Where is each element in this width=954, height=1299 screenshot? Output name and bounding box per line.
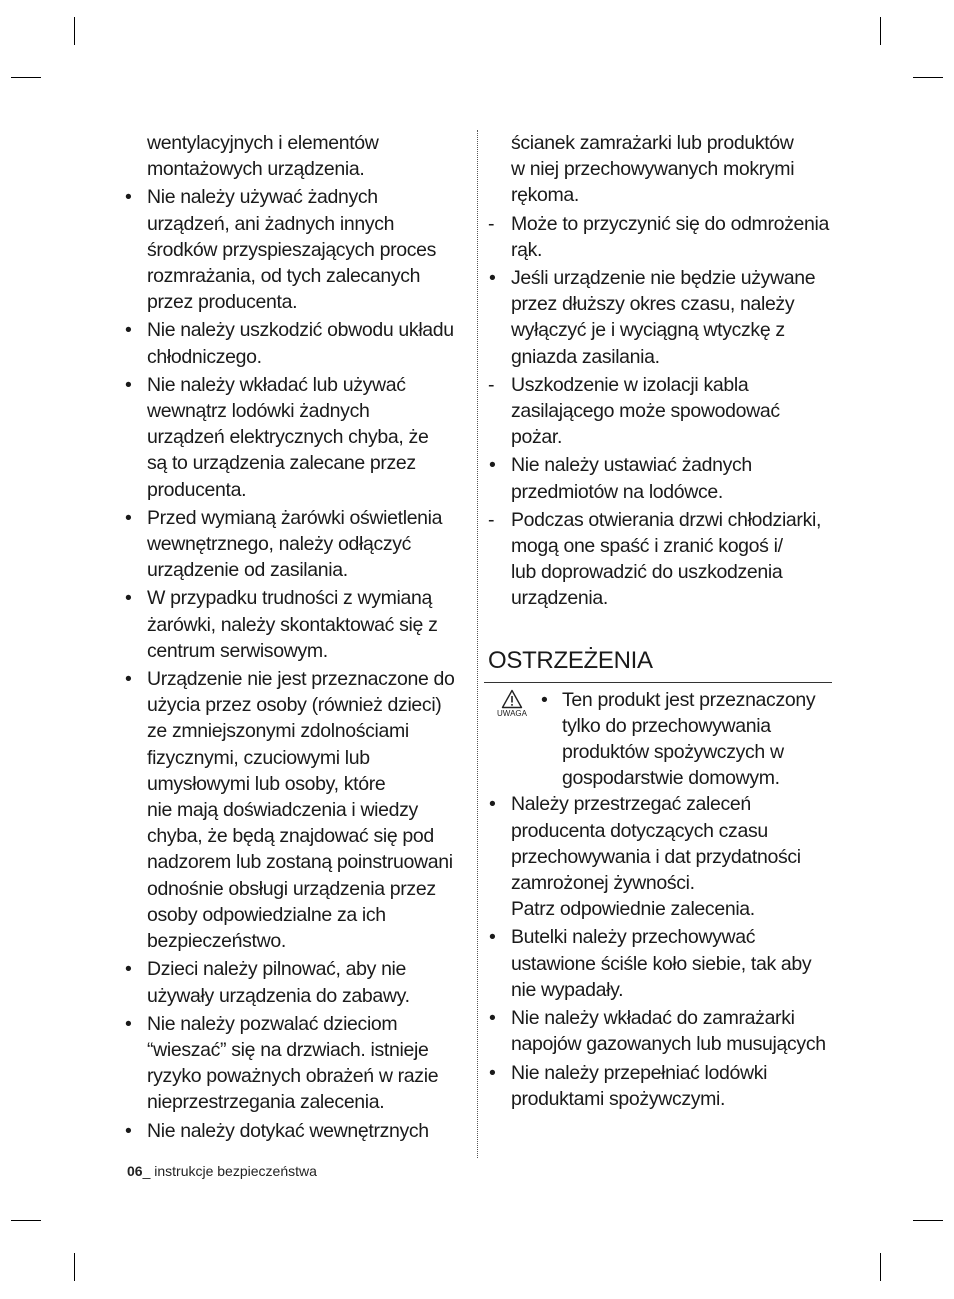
list-item bbox=[120, 372, 465, 503]
list-item-text: Nie należy wkładać lub używać wewnątrz lodówki żadnych urządzeń elektrycznych chyba, że są to urządzenia zalecane przez producenta. bbox=[147, 373, 429, 501]
bullet-marker: • bbox=[541, 688, 548, 711]
list-item bbox=[484, 791, 839, 922]
list-item bbox=[484, 507, 839, 612]
crop-mark bbox=[913, 77, 943, 78]
list-item bbox=[484, 211, 839, 263]
list-item bbox=[484, 1060, 839, 1112]
crop-mark bbox=[11, 77, 41, 78]
dash-marker: - bbox=[488, 373, 495, 396]
list-item bbox=[120, 1011, 465, 1116]
list-item-text: Nie należy ustawiać żadnych przedmiotów na lodówce. bbox=[511, 454, 752, 503]
list-item bbox=[120, 1118, 465, 1144]
list-item-text: Nie należy pozwalać dzieciom “wieszać” się na drzwiach. istnieje ryzyko poważnych obrażeń w razie nieprzestrzegania zalecenia. bbox=[147, 1012, 439, 1114]
dash-marker: - bbox=[488, 212, 495, 235]
list-item-text: Dzieci należy pilnować, aby nie używały urządzenia do zabawy. bbox=[147, 958, 410, 1007]
list-item-text: Nie należy wkładać do zamrażarki napojów gazowanych lub musujących bbox=[511, 1007, 826, 1056]
bullet-marker: • bbox=[489, 267, 496, 290]
page-number: 06 bbox=[127, 1163, 143, 1179]
list-item bbox=[484, 1005, 839, 1057]
list-item-text: Nie należy dotykać wewnętrznych bbox=[147, 1119, 429, 1142]
bullet-marker: • bbox=[125, 506, 132, 529]
dash-marker: - bbox=[488, 508, 495, 531]
crop-mark bbox=[880, 1253, 881, 1281]
list-item-text: Nie należy uszkodzić obwodu układu chłodniczego. bbox=[147, 319, 454, 368]
list-item-text: Jeśli urządzenie nie będzie używane przez dłuższy okres czasu, należy wyłączyć je i wyciągną wtyczkę z gniazda zasilania. bbox=[511, 267, 816, 368]
warning-item bbox=[484, 687, 839, 792]
crop-mark bbox=[880, 17, 881, 45]
bullet-marker: • bbox=[125, 587, 132, 610]
list-item bbox=[484, 372, 839, 451]
list-item bbox=[120, 585, 465, 664]
caution-icon bbox=[492, 689, 532, 723]
column-divider bbox=[477, 130, 478, 1158]
list-item bbox=[120, 505, 465, 584]
left-column bbox=[120, 130, 465, 1146]
list-item bbox=[120, 956, 465, 1008]
list-item-text: Urządzenie nie jest przeznaczone do użycia przez osoby (również dzieci) ze zmniejszonymi zdolnościami fizycznymi, czuciowymi lub umysłowymi lub osoby, które nie mają doświadczenia i wiedzy chyba, że będą znajdować się pod nadzorem lub zostaną poinstruowani odnośnie obsługi urządzenia przez osoby odpowiedzialne za ich bezpieczeństwo. bbox=[147, 668, 455, 953]
list-item bbox=[120, 184, 465, 315]
list-item-text: Może to przyczynić się do odmrożenia rąk. bbox=[511, 212, 829, 261]
list-item-text: Należy przestrzegać zaleceń producenta dotyczących czasu przechowywania i dat przydatności zamrożonej żywności. Patrz odpowiednie zalecenia. bbox=[511, 793, 801, 921]
list-item-text: W przypadku trudności z wymianą żarówki, należy skontaktować się z centrum serwisowym. bbox=[147, 587, 438, 662]
bullet-marker: • bbox=[125, 1012, 132, 1035]
list-item bbox=[120, 666, 465, 954]
crop-mark bbox=[913, 1220, 943, 1221]
list-item bbox=[120, 317, 465, 369]
bullet-marker: • bbox=[489, 926, 496, 949]
bullet-marker: • bbox=[125, 373, 132, 396]
bullet-marker: • bbox=[489, 793, 496, 816]
footer-section-name: _ instrukcje bezpieczeństwa bbox=[142, 1163, 317, 1179]
list-item-text: Uszkodzenie w izolacji kabla zasilającego może spowodować pożar. bbox=[511, 373, 780, 449]
list-item-text: Ten produkt jest przeznaczony tylko do przechowywania produktów spożywczych w gospodarstwie domowym. bbox=[562, 688, 816, 790]
bullet-marker: • bbox=[125, 668, 132, 691]
right-column bbox=[484, 130, 839, 1114]
list-item bbox=[484, 265, 839, 370]
bullet-marker: • bbox=[489, 1007, 496, 1030]
bullet-marker: • bbox=[489, 454, 496, 477]
crop-mark bbox=[11, 1220, 41, 1221]
bullet-marker: • bbox=[125, 958, 132, 981]
bullet-marker: • bbox=[489, 1061, 496, 1084]
bullet-marker: • bbox=[125, 1119, 132, 1142]
paragraph-text: ścianek zamrażarki lub produktów w niej przechowywanych mokrymi rękoma. bbox=[511, 132, 795, 207]
list-item-text: Podczas otwierania drzwi chłodziarki, mogą one spaść i zranić kogoś i/ lub doprowadzić do uszkodzenia urządzenia. bbox=[511, 508, 822, 610]
left-intro bbox=[120, 130, 465, 182]
crop-mark bbox=[74, 17, 75, 45]
bullet-marker: • bbox=[125, 186, 132, 209]
warnings-section bbox=[484, 646, 839, 1112]
page-footer bbox=[127, 1163, 317, 1179]
paragraph-text: wentylacyjnych i elementów montażowych urządzenia. bbox=[147, 132, 379, 181]
list-item bbox=[484, 452, 839, 504]
list-item-text: Nie należy przepełniać lodówki produktami spożywczymi. bbox=[511, 1061, 768, 1110]
right-intro bbox=[484, 130, 839, 209]
list-item-text: Przed wymianą żarówki oświetlenia wewnętrznego, należy odłączyć urządzenie od zasilania. bbox=[147, 506, 443, 582]
list-item bbox=[484, 924, 839, 1003]
section-title: OSTRZEŻENIA bbox=[484, 646, 832, 683]
warning-triangle-icon bbox=[501, 689, 523, 709]
caution-label: UWAGA bbox=[497, 708, 527, 718]
list-item-text: Nie należy używać żadnych urządzeń, ani żadnych innych środków przyspieszających proces rozmrażania, od tych zalecanych przez producenta. bbox=[147, 186, 437, 314]
list-item-text: Butelki należy przechowywać ustawione ściśle koło siebie, tak aby nie wypadały. bbox=[511, 926, 812, 1001]
bullet-marker: • bbox=[125, 319, 132, 342]
crop-mark bbox=[74, 1253, 75, 1281]
